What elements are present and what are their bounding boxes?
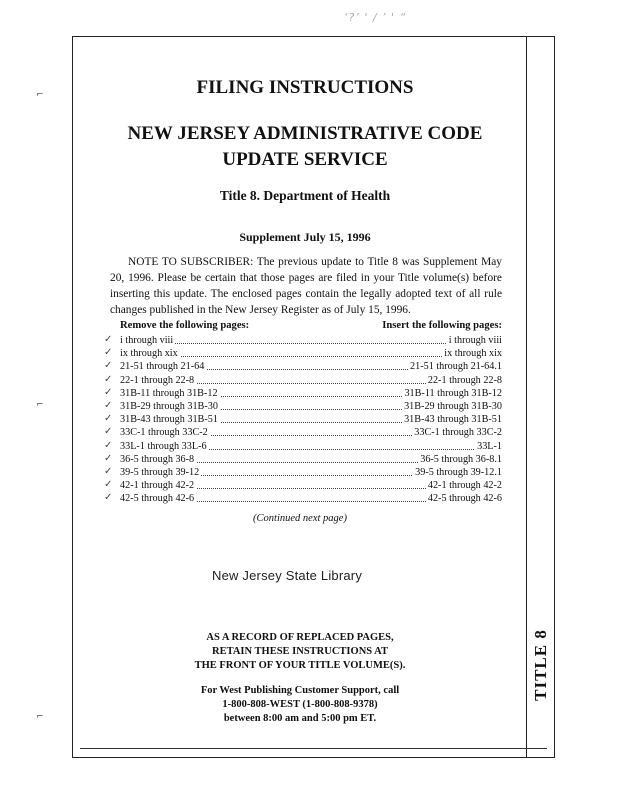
insert-pages: 31B-11 through 31B-12 — [404, 387, 502, 399]
remove-pages: 31B-11 through 31B-12 — [120, 387, 218, 399]
insert-pages: 31B-29 through 31B-30 — [404, 400, 502, 412]
record-line-3: THE FRONT OF YOUR TITLE VOLUME(S). — [194, 660, 406, 671]
page-list-row — [104, 386, 502, 400]
support-line-1: For West Publishing Customer Support, call — [200, 685, 400, 696]
record-instructions — [90, 631, 510, 673]
insert-header: Insert the following pages: — [382, 320, 502, 331]
insert-pages: 42-1 through 42-2 — [427, 480, 502, 492]
subtitle-line-1: NEW JERSEY ADMINISTRATIVE CODE — [127, 123, 483, 144]
support-line-3: between 8:00 am and 5:00 pm ET. — [223, 713, 377, 724]
insert-pages: 21-51 through 21-64.1 — [410, 361, 502, 373]
continued-note: (Continued next page) — [253, 513, 347, 524]
check-mark-icon: ✓ — [104, 426, 113, 438]
page-list-row — [104, 413, 502, 426]
remove-pages: 22-1 through 22-8 — [120, 374, 195, 386]
check-mark-icon: ✓ — [104, 360, 113, 372]
check-mark-icon: ✓ — [104, 492, 113, 504]
check-mark-icon: ✓ — [104, 373, 113, 385]
check-mark-icon: ✓ — [104, 452, 113, 464]
check-mark-icon: ✓ — [104, 413, 113, 425]
remove-pages: 42-5 through 42-6 — [120, 493, 195, 505]
insert-pages: 36-5 through 36-8.1 — [420, 453, 502, 465]
remove-pages: 31B-43 through 31B-51 — [120, 414, 218, 426]
page-list-row — [104, 492, 502, 505]
page-list-row — [104, 334, 502, 347]
bottom-rule — [80, 748, 547, 749]
insert-pages: i through viii — [448, 335, 502, 346]
page-list-row — [104, 399, 502, 413]
page-list-row — [104, 452, 502, 466]
page-list-row — [104, 439, 502, 453]
page-list — [104, 334, 502, 505]
remove-pages: 33C-1 through 33C-2 — [120, 427, 208, 439]
insert-pages: 31B-43 through 31B-51 — [404, 414, 502, 426]
insert-pages: 33C-1 through 33C-2 — [414, 427, 502, 439]
page-list-row — [104, 465, 502, 479]
note-to-subscriber: NOTE TO SUBSCRIBER: The previous update to Title 8 was Supplement May 20, 1996. Please be certain that those pages are filed in your Title volume(s) before inserting this update. The enclosed pages contain the legally adopted text of all rule changes published in the New Jersey Register as of July 15, 1996. — [110, 256, 502, 316]
margin-mark: ⌐ — [36, 90, 44, 100]
support-line-2: 1-800-808-WEST (1-800-808-9378) — [222, 699, 378, 710]
page-list-header — [110, 320, 502, 334]
page-list-row — [104, 360, 502, 373]
remove-pages: ix through xix — [120, 348, 178, 360]
check-mark-icon: ✓ — [104, 399, 113, 411]
library-stamp: New Jersey State Library — [212, 568, 363, 583]
remove-pages: 39-5 through 39-12 — [120, 466, 200, 478]
page-list-row — [104, 479, 502, 492]
sidebar-divider — [526, 36, 527, 758]
remove-pages: i through viii — [120, 335, 174, 346]
record-line-2: RETAIN THESE INSTRUCTIONS AT — [212, 646, 388, 657]
remove-pages: 42-1 through 42-2 — [120, 480, 195, 492]
subtitle-line-2: UPDATE SERVICE — [222, 149, 388, 170]
customer-support — [90, 684, 510, 726]
check-mark-icon: ✓ — [104, 439, 113, 451]
remove-pages: 36-5 through 36-8 — [120, 453, 195, 465]
remove-pages: 21-51 through 21-64 — [120, 361, 205, 373]
margin-mark: ⌐ — [36, 712, 44, 722]
dot-leader — [120, 343, 502, 344]
sidebar-title-label: TITLE 8 — [531, 629, 550, 701]
document-subtitle — [90, 121, 520, 173]
insert-pages: 33L-1 — [477, 440, 502, 452]
insert-pages: ix through xix — [444, 348, 502, 360]
page-list-row — [104, 426, 502, 439]
page-list-row — [104, 347, 502, 360]
page-list-row — [104, 373, 502, 387]
insert-pages: 42-5 through 42-6 — [427, 493, 502, 505]
margin-mark: ⌐ — [36, 400, 44, 410]
check-mark-icon: ✓ — [104, 386, 113, 398]
page-title: FILING INSTRUCTIONS — [196, 77, 414, 98]
record-line-1: AS A RECORD OF REPLACED PAGES, — [206, 632, 394, 643]
check-mark-icon: ✓ — [104, 465, 113, 477]
insert-pages: 22-1 through 22-8 — [427, 374, 502, 386]
corner-stamp: ‘?’ ' / ’ ' “ — [344, 11, 407, 24]
supplement-date: Supplement July 15, 1996 — [239, 230, 371, 244]
check-mark-icon: ✓ — [104, 347, 113, 359]
remove-pages: 33L-1 through 33L-6 — [120, 440, 207, 452]
check-mark-icon: ✓ — [104, 479, 113, 491]
insert-pages: 39-5 through 39-12.1 — [415, 466, 502, 478]
remove-header: Remove the following pages: — [120, 320, 250, 331]
title-department: Title 8. Department of Health — [219, 188, 391, 203]
check-mark-icon: ✓ — [104, 334, 113, 345]
remove-pages: 31B-29 through 31B-30 — [120, 400, 218, 412]
